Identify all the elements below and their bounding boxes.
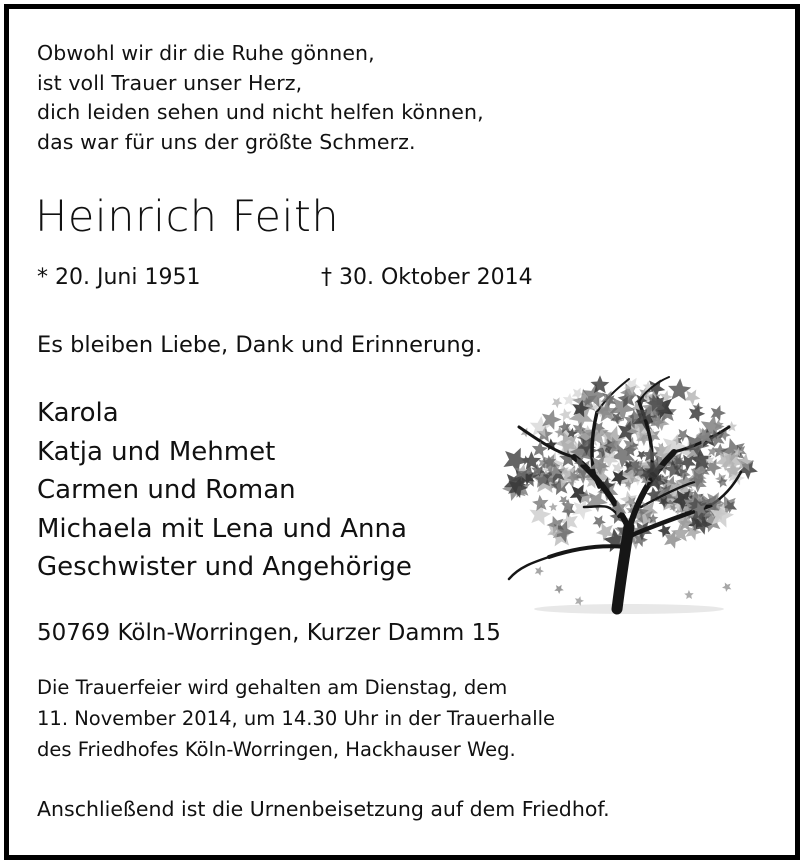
tree-leaf <box>636 451 646 461</box>
service-line: Die Trauerfeier wird gehalten am Dienstag, dem <box>37 676 508 699</box>
mourner: Geschwister und Angehörige <box>37 552 412 582</box>
poem-line: dich leiden sehen und nicht helfen können, <box>37 100 484 124</box>
poem-line: das war für uns der größte Schmerz. <box>37 129 416 154</box>
tree-leaf <box>684 590 694 599</box>
poem <box>37 39 484 157</box>
motto: Es bleiben Liebe, Dank und Erinnerung. <box>37 332 483 358</box>
urn-burial-note: Anschließend ist die Urnenbeisetzung auf dem Friedhof. <box>37 797 610 821</box>
tree-leaf <box>554 585 564 594</box>
service-line: 11. November 2014, um 14.30 Uhr in der Trauerhalle <box>37 707 556 730</box>
service-line: des Friedhofes Köln-Worringen, Hackhauser Weg. <box>37 738 516 761</box>
funeral-service-info <box>37 672 555 765</box>
obituary-notice <box>4 4 800 860</box>
poem-line: Obwohl wir dir die Ruhe gönnen, <box>37 41 375 65</box>
mourner: Katja und Mehmet <box>37 436 276 467</box>
deceased-name: Heinrich Feith <box>35 192 340 242</box>
tree-leaf <box>575 596 584 606</box>
mourners-list <box>37 394 412 587</box>
tree-leaf <box>549 503 558 512</box>
tree-leaf <box>684 390 700 406</box>
mourner: Michaela mit Lena und Anna <box>37 513 407 544</box>
death-date: † 30. Oktober 2014 <box>321 265 533 290</box>
tree-leaf <box>552 397 563 408</box>
tree-leaf <box>722 583 731 592</box>
tree-leaf <box>535 566 544 576</box>
poem-line: ist voll Trauer unser Herz, <box>37 70 303 95</box>
birth-date: * 20. Juni 1951 <box>37 265 201 290</box>
tree-icon <box>479 357 759 619</box>
mourner: Carmen und Roman <box>37 475 296 505</box>
mourner: Karola <box>37 398 119 428</box>
family-address: 50769 Köln-Worringen, Kurzer Damm 15 <box>37 620 501 646</box>
